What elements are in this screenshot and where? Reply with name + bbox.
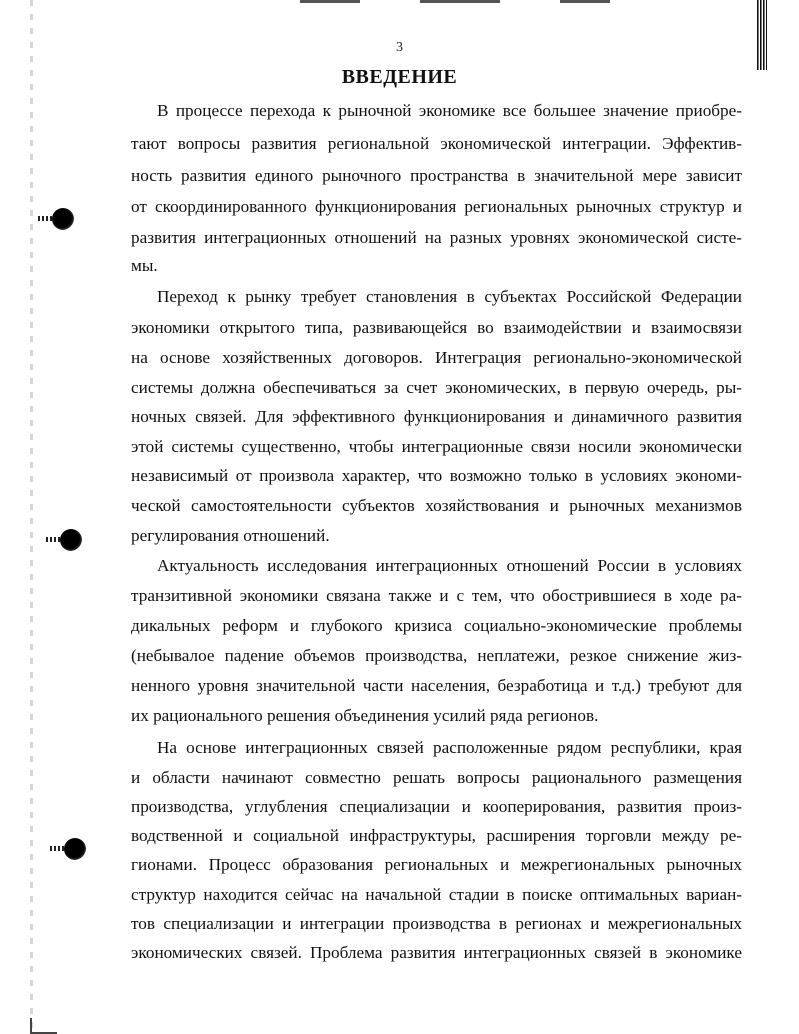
text-line: тают вопросы развития региональной экономической интеграции. Эффектив- — [131, 134, 742, 153]
text-line: экономики открытого типа, развивающейся во взаимодействии и взаимосвязи — [131, 318, 742, 337]
text-line: водственной и социальной инфраструктуры, расширения торговли между ре- — [131, 826, 742, 845]
text-line: гионами. Процесс образования региональных и межрегиональных рыночных — [131, 855, 742, 874]
text-line: ческой самостоятельности субъектов хозяйствования и рыночных механизмов — [131, 496, 742, 515]
scan-top-rule — [420, 0, 500, 3]
text-line: дикальных реформ и глубокого кризиса социально-экономические проблемы — [131, 616, 742, 635]
text-line: В процессе перехода к рыночной экономике все большее значение приобре- — [157, 101, 742, 120]
text-line: мы. — [131, 256, 158, 275]
text-line: ночных связей. Для эффективного функционирования и динамичного развития — [131, 407, 742, 426]
page-number: 3 — [396, 40, 403, 55]
text-line: на основе хозяйственных договоров. Интеграция регионально-экономической — [131, 348, 742, 367]
text-line: (небывалое падение объемов производства, неплатежи, резкое снижение жиз- — [131, 646, 742, 665]
text-line: ность развития единого рыночного пространства в значительной мере зависит — [131, 166, 742, 185]
text-line: независимый от произвола характер, что возможно только в условиях экономи- — [131, 466, 742, 485]
punch-hole-icon — [60, 529, 82, 551]
text-line: их рационального решения объединения усилий ряда регионов. — [131, 706, 599, 725]
text-line: этой системы существенно, чтобы интеграционные связи носили экономически — [131, 437, 742, 456]
punch-hole-icon — [52, 208, 74, 230]
text-line: экономических связей. Проблема развития интеграционных связей в экономике — [131, 943, 742, 962]
text-line: тов специализации и интеграции производства в регионах и межрегиональных — [131, 914, 742, 933]
text-line: структур находится сейчас на начальной стадии в поиске оптимальных вариан- — [131, 885, 742, 904]
text-line: ненного уровня значительной части населения, безработица и т.д.) требуют для — [131, 676, 742, 695]
punch-hole-icon — [64, 838, 86, 860]
text-line: системы должна обеспечиваться за счет экономических, в первую очередь, ры- — [131, 378, 742, 397]
text-line: На основе интеграционных связей расположенные рядом республики, края — [157, 738, 742, 757]
scan-top-rule — [300, 0, 360, 3]
text-line: и области начинают совместно решать вопросы рационального размещения — [131, 768, 742, 787]
scan-right-edge — [757, 0, 767, 70]
page-title: ВВЕДЕНИЕ — [341, 66, 458, 88]
text-line: развития интеграционных отношений на разных уровнях экономической систе- — [131, 228, 742, 247]
text-line: транзитивной экономики связана также и с тем, что обострившиеся в ходе ра- — [131, 586, 742, 605]
text-line: Переход к рынку требует становления в субъектах Российской Федерации — [157, 287, 742, 306]
text-line: от скоординированного функционирования региональных рыночных структур и — [131, 197, 742, 216]
scan-left-edge — [30, 0, 33, 1034]
scan-corner-mark — [30, 1018, 57, 1034]
text-line: регулирования отношений. — [131, 526, 330, 545]
scan-top-rule — [560, 0, 610, 3]
text-line: Актуальность исследования интеграционных отношений России в условиях — [157, 556, 742, 575]
text-line: производства, углубления специализации и кооперирования, развития произ- — [131, 797, 742, 816]
